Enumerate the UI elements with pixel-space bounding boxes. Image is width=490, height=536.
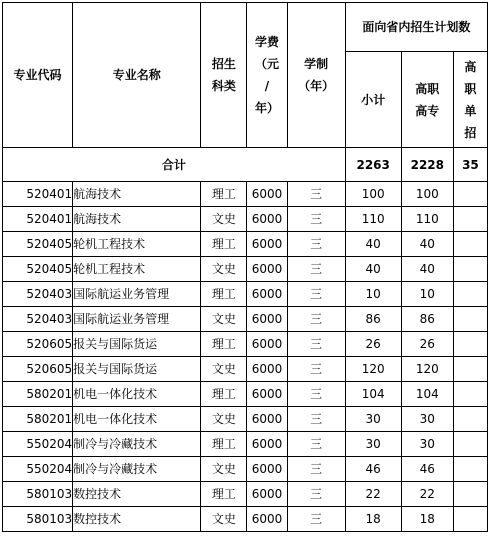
table-row xyxy=(3,382,488,407)
header-single: 高 职 单 招 xyxy=(453,52,487,148)
cell-subtotal: 26 xyxy=(345,332,401,357)
cell-single xyxy=(453,182,487,207)
cell-category: 文史 xyxy=(201,507,247,532)
table-row xyxy=(3,482,488,507)
cell-vocational: 104 xyxy=(401,382,453,407)
table-row xyxy=(3,257,488,282)
cell-single xyxy=(453,407,487,432)
cell-duration: 三 xyxy=(287,432,345,457)
cell-duration: 三 xyxy=(287,182,345,207)
cell-subtotal: 30 xyxy=(345,407,401,432)
cell-single xyxy=(453,307,487,332)
cell-fee: 6000 xyxy=(247,382,287,407)
cell-category: 理工 xyxy=(201,332,247,357)
cell-code: 520401 xyxy=(3,182,73,207)
cell-vocational: 100 xyxy=(401,182,453,207)
cell-fee: 6000 xyxy=(247,232,287,257)
header-subtotal: 小计 xyxy=(345,52,401,148)
cell-fee: 6000 xyxy=(247,207,287,232)
cell-fee: 6000 xyxy=(247,282,287,307)
cell-subtotal: 22 xyxy=(345,482,401,507)
cell-code: 580103 xyxy=(3,482,73,507)
cell-subtotal: 10 xyxy=(345,282,401,307)
cell-single xyxy=(453,282,487,307)
cell-vocational: 10 xyxy=(401,282,453,307)
cell-name: 制冷与冷藏技术 xyxy=(73,432,201,457)
cell-code: 520405 xyxy=(3,232,73,257)
cell-category: 文史 xyxy=(201,257,247,282)
cell-name: 轮机工程技术 xyxy=(73,257,201,282)
cell-category: 理工 xyxy=(201,182,247,207)
header-fee: 学费 （元 / 年） xyxy=(247,3,287,148)
cell-duration: 三 xyxy=(287,482,345,507)
cell-duration: 三 xyxy=(287,257,345,282)
cell-duration: 三 xyxy=(287,207,345,232)
cell-vocational: 30 xyxy=(401,432,453,457)
header-row-1 xyxy=(3,3,488,52)
cell-single xyxy=(453,232,487,257)
cell-fee: 6000 xyxy=(247,482,287,507)
cell-fee: 6000 xyxy=(247,332,287,357)
total-subtotal: 2263 xyxy=(345,148,401,182)
cell-category: 文史 xyxy=(201,307,247,332)
header-code: 专业代码 xyxy=(3,3,73,148)
cell-name: 报关与国际货运 xyxy=(73,332,201,357)
cell-category: 文史 xyxy=(201,207,247,232)
table-row xyxy=(3,282,488,307)
cell-single xyxy=(453,207,487,232)
cell-code: 520605 xyxy=(3,357,73,382)
cell-fee: 6000 xyxy=(247,357,287,382)
cell-fee: 6000 xyxy=(247,407,287,432)
table-row xyxy=(3,507,488,532)
table-row xyxy=(3,182,488,207)
cell-vocational: 120 xyxy=(401,357,453,382)
cell-name: 数控技术 xyxy=(73,507,201,532)
cell-code: 550204 xyxy=(3,457,73,482)
cell-name: 机电一体化技术 xyxy=(73,407,201,432)
cell-single xyxy=(453,332,487,357)
cell-fee: 6000 xyxy=(247,432,287,457)
cell-subtotal: 18 xyxy=(345,507,401,532)
cell-name: 国际航运业务管理 xyxy=(73,307,201,332)
cell-duration: 三 xyxy=(287,357,345,382)
header-name: 专业名称 xyxy=(73,3,201,148)
cell-code: 520405 xyxy=(3,257,73,282)
cell-vocational: 30 xyxy=(401,407,453,432)
cell-vocational: 46 xyxy=(401,457,453,482)
total-label: 合计 xyxy=(3,148,346,182)
cell-code: 580201 xyxy=(3,382,73,407)
cell-vocational: 110 xyxy=(401,207,453,232)
cell-code: 520403 xyxy=(3,282,73,307)
cell-name: 机电一体化技术 xyxy=(73,382,201,407)
cell-subtotal: 86 xyxy=(345,307,401,332)
cell-vocational: 40 xyxy=(401,232,453,257)
cell-single xyxy=(453,457,487,482)
cell-category: 理工 xyxy=(201,282,247,307)
cell-code: 580201 xyxy=(3,407,73,432)
cell-name: 国际航运业务管理 xyxy=(73,282,201,307)
cell-single xyxy=(453,257,487,282)
table-row xyxy=(3,332,488,357)
cell-duration: 三 xyxy=(287,382,345,407)
cell-single xyxy=(453,357,487,382)
cell-code: 520605 xyxy=(3,332,73,357)
cell-category: 文史 xyxy=(201,357,247,382)
table-row xyxy=(3,457,488,482)
cell-category: 文史 xyxy=(201,457,247,482)
cell-category: 文史 xyxy=(201,407,247,432)
cell-single xyxy=(453,382,487,407)
cell-name: 报关与国际货运 xyxy=(73,357,201,382)
header-plan-group: 面向省内招生计划数 xyxy=(345,3,487,52)
cell-vocational: 18 xyxy=(401,507,453,532)
table-row xyxy=(3,232,488,257)
cell-duration: 三 xyxy=(287,457,345,482)
cell-code: 520401 xyxy=(3,207,73,232)
cell-vocational: 26 xyxy=(401,332,453,357)
cell-duration: 三 xyxy=(287,232,345,257)
table-row xyxy=(3,432,488,457)
cell-code: 580103 xyxy=(3,507,73,532)
cell-subtotal: 100 xyxy=(345,182,401,207)
cell-category: 理工 xyxy=(201,432,247,457)
cell-subtotal: 120 xyxy=(345,357,401,382)
header-vocational: 高职 高专 xyxy=(401,52,453,148)
table-row xyxy=(3,207,488,232)
cell-single xyxy=(453,482,487,507)
cell-category: 理工 xyxy=(201,382,247,407)
cell-subtotal: 104 xyxy=(345,382,401,407)
cell-duration: 三 xyxy=(287,507,345,532)
table-row xyxy=(3,407,488,432)
cell-category: 理工 xyxy=(201,482,247,507)
total-row xyxy=(3,148,488,182)
cell-code: 520403 xyxy=(3,307,73,332)
table-row xyxy=(3,307,488,332)
cell-fee: 6000 xyxy=(247,307,287,332)
cell-name: 航海技术 xyxy=(73,182,201,207)
cell-duration: 三 xyxy=(287,332,345,357)
cell-subtotal: 110 xyxy=(345,207,401,232)
cell-fee: 6000 xyxy=(247,507,287,532)
cell-vocational: 86 xyxy=(401,307,453,332)
cell-category: 理工 xyxy=(201,232,247,257)
cell-subtotal: 46 xyxy=(345,457,401,482)
cell-name: 轮机工程技术 xyxy=(73,232,201,257)
cell-fee: 6000 xyxy=(247,257,287,282)
cell-subtotal: 40 xyxy=(345,232,401,257)
cell-fee: 6000 xyxy=(247,182,287,207)
header-duration: 学制 （年） xyxy=(287,3,345,148)
header-category: 招生 科类 xyxy=(201,3,247,148)
cell-name: 制冷与冷藏技术 xyxy=(73,457,201,482)
cell-vocational: 22 xyxy=(401,482,453,507)
cell-single xyxy=(453,507,487,532)
enrollment-plan-table xyxy=(2,2,488,532)
cell-code: 550204 xyxy=(3,432,73,457)
cell-fee: 6000 xyxy=(247,457,287,482)
cell-subtotal: 30 xyxy=(345,432,401,457)
total-single: 35 xyxy=(453,148,487,182)
cell-name: 数控技术 xyxy=(73,482,201,507)
cell-duration: 三 xyxy=(287,282,345,307)
cell-name: 航海技术 xyxy=(73,207,201,232)
cell-subtotal: 40 xyxy=(345,257,401,282)
total-vocational: 2228 xyxy=(401,148,453,182)
cell-vocational: 40 xyxy=(401,257,453,282)
cell-duration: 三 xyxy=(287,407,345,432)
table-row xyxy=(3,357,488,382)
cell-single xyxy=(453,432,487,457)
cell-duration: 三 xyxy=(287,307,345,332)
